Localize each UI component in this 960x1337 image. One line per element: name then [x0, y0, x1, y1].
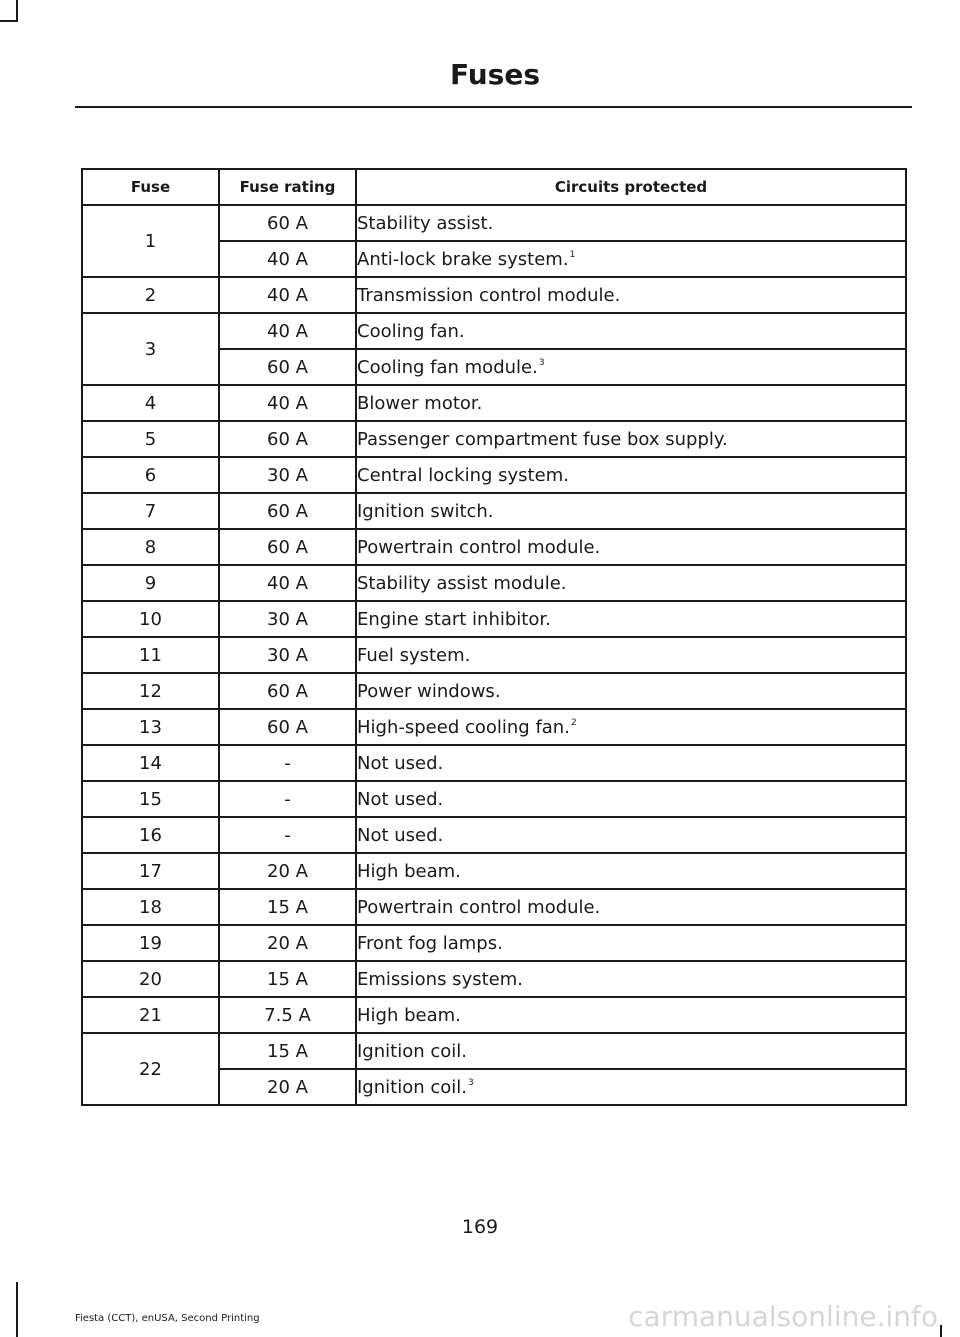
fuse-rating: - [219, 781, 356, 817]
fuse-rating: - [219, 745, 356, 781]
fuse-number: 6 [82, 457, 219, 493]
fuse-rating: 20 A [219, 925, 356, 961]
circuit-description: Central locking system. [356, 457, 906, 493]
table-row [82, 313, 906, 349]
fuse-rating: 40 A [219, 313, 356, 349]
fuse-number: 3 [82, 313, 219, 385]
circuit-description: Fuel system. [356, 637, 906, 673]
fuse-number: 8 [82, 529, 219, 565]
table-row [82, 997, 906, 1033]
fuse-rating: 20 A [219, 853, 356, 889]
fuse-number: 7 [82, 493, 219, 529]
circuit-description: Cooling fan module.$^3$ [356, 349, 906, 385]
fuse-rating: 40 A [219, 241, 356, 277]
fuse-rating: 60 A [219, 529, 356, 565]
table-row [82, 385, 906, 421]
table-row [82, 1033, 906, 1069]
fuse-number: 15 [82, 781, 219, 817]
column-header-circuits-protected: Circuits protected [356, 169, 906, 205]
table-row [82, 961, 906, 997]
circuit-description: Power windows. [356, 673, 906, 709]
circuit-description: Not used. [356, 781, 906, 817]
fuse-number: 16 [82, 817, 219, 853]
footnote-marker: 3 [538, 357, 545, 368]
fuse-number: 4 [82, 385, 219, 421]
fuse-number: 2 [82, 277, 219, 313]
circuit-description: Stability assist module. [356, 565, 906, 601]
crop-mark-top-left [16, 0, 18, 22]
table-row [82, 673, 906, 709]
crop-mark-bottom-right [940, 1325, 942, 1337]
table-row [82, 601, 906, 637]
fuse-number: 9 [82, 565, 219, 601]
table-row [82, 529, 906, 565]
table-row [82, 853, 906, 889]
circuit-description: Anti-lock brake system.$^1$ [356, 241, 906, 277]
fuse-rating: 15 A [219, 1033, 356, 1069]
fuse-number: 22 [82, 1033, 219, 1105]
circuit-description: Blower motor. [356, 385, 906, 421]
fuse-rating: 60 A [219, 421, 356, 457]
circuit-description: Transmission control module. [356, 277, 906, 313]
circuit-description: Ignition coil.$^3$ [356, 1069, 906, 1105]
circuit-description: High beam. [356, 853, 906, 889]
table-row [82, 457, 906, 493]
footnote-marker: 1 [569, 249, 576, 260]
footer-text: Fiesta (CCT), enUSA, Second Printing [75, 1313, 260, 1324]
fuse-rating: 30 A [219, 457, 356, 493]
fuse-number: 11 [82, 637, 219, 673]
column-header-fuse-rating: Fuse rating [219, 169, 356, 205]
table-row [82, 817, 906, 853]
circuit-description: Not used. [356, 745, 906, 781]
circuit-description: Cooling fan. [356, 313, 906, 349]
fuse-rating: 60 A [219, 205, 356, 241]
fuse-rating: 7.5 A [219, 997, 356, 1033]
fuse-rating: - [219, 817, 356, 853]
fuse-rating: 40 A [219, 277, 356, 313]
table-row [82, 493, 906, 529]
fuse-rating: 40 A [219, 565, 356, 601]
fuse-number: 5 [82, 421, 219, 457]
fuse-rating: 60 A [219, 709, 356, 745]
page-number: 169 [461, 1216, 499, 1238]
fuse-rating: 60 A [219, 493, 356, 529]
footnote-marker: 3 [467, 1077, 474, 1088]
fuse-number: 20 [82, 961, 219, 997]
fuse-number: 19 [82, 925, 219, 961]
circuit-description: Powertrain control module. [356, 529, 906, 565]
table-row [82, 277, 906, 313]
circuit-description: Stability assist. [356, 205, 906, 241]
circuit-description: Front fog lamps. [356, 925, 906, 961]
circuit-description: Not used. [356, 817, 906, 853]
circuit-description: High beam. [356, 997, 906, 1033]
fuse-rating: 15 A [219, 889, 356, 925]
table-row [82, 745, 906, 781]
circuit-description: Engine start inhibitor. [356, 601, 906, 637]
table-row [82, 925, 906, 961]
circuit-description: Passenger compartment fuse box supply. [356, 421, 906, 457]
table-row [82, 889, 906, 925]
fuse-rating: 15 A [219, 961, 356, 997]
circuit-description: Powertrain control module. [356, 889, 906, 925]
crop-mark-top-left-h [0, 20, 18, 22]
fuse-rating: 40 A [219, 385, 356, 421]
fuse-number: 12 [82, 673, 219, 709]
crop-mark-bottom-left [16, 1282, 18, 1337]
fuse-number: 14 [82, 745, 219, 781]
header-divider [75, 106, 912, 108]
fuse-number: 21 [82, 997, 219, 1033]
circuit-description: High-speed cooling fan.$^2$ [356, 709, 906, 745]
table-row [82, 421, 906, 457]
column-header-fuse: Fuse [82, 169, 219, 205]
fuse-rating: 60 A [219, 673, 356, 709]
table-row [82, 565, 906, 601]
fuse-table [81, 168, 907, 1106]
circuit-description: Ignition coil. [356, 1033, 906, 1069]
table-row [82, 205, 906, 241]
fuse-rating: 30 A [219, 601, 356, 637]
fuse-number: 10 [82, 601, 219, 637]
table-header-row [82, 169, 906, 205]
table-row [82, 781, 906, 817]
footnote-marker: 2 [570, 717, 577, 728]
page-title: Fuses [450, 58, 540, 91]
fuse-number: 18 [82, 889, 219, 925]
circuit-description: Ignition switch. [356, 493, 906, 529]
fuse-rating: 60 A [219, 349, 356, 385]
fuse-number: 13 [82, 709, 219, 745]
fuse-number: 1 [82, 205, 219, 277]
watermark: carmanualsonline.info [628, 1300, 938, 1333]
circuit-description: Emissions system. [356, 961, 906, 997]
table-row [82, 637, 906, 673]
fuse-number: 17 [82, 853, 219, 889]
fuse-rating: 30 A [219, 637, 356, 673]
table-row [82, 709, 906, 745]
fuse-rating: 20 A [219, 1069, 356, 1105]
